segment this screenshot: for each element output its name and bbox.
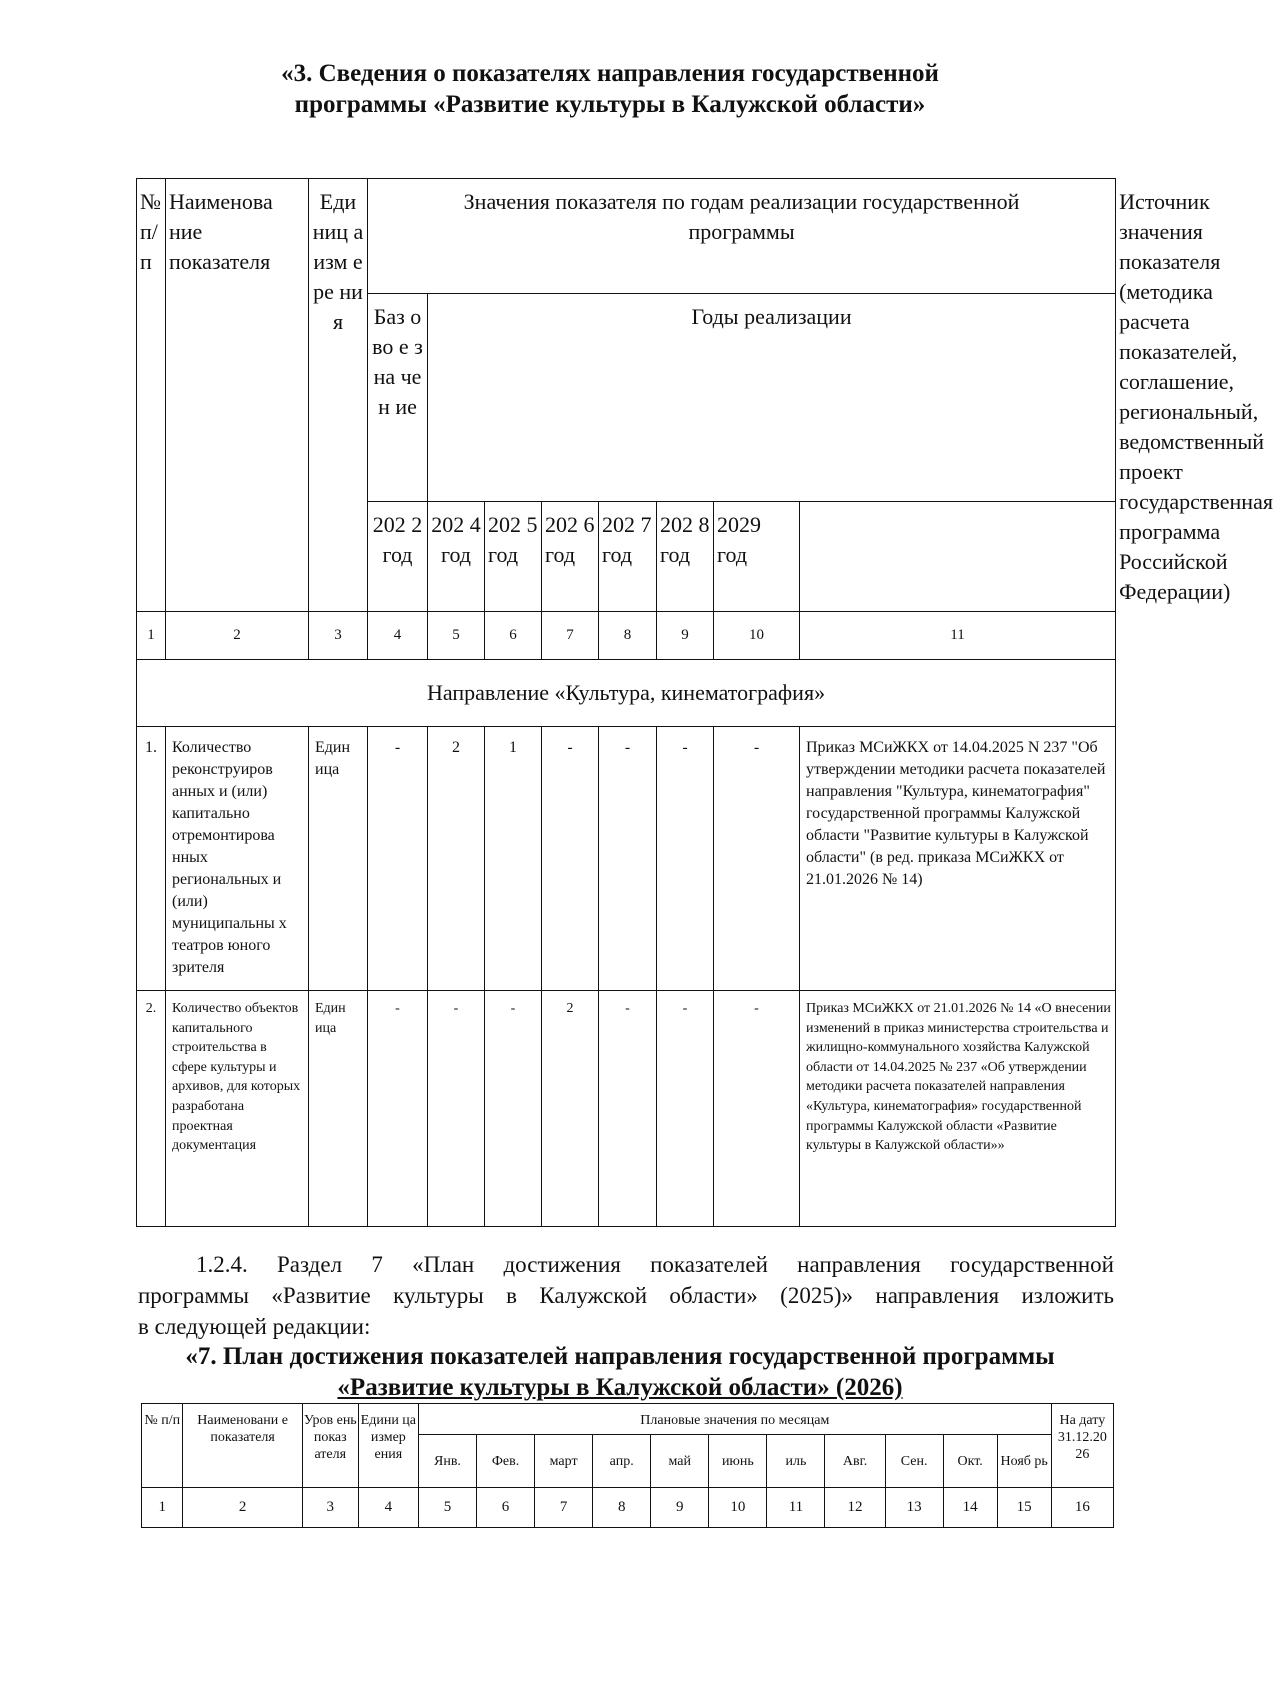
month-jun: июнь xyxy=(709,1435,767,1488)
plan-header-row-1 xyxy=(142,1404,1114,1435)
plan-header-unit: Едини ца измер ения xyxy=(358,1404,418,1488)
col-number: 3 xyxy=(302,1488,358,1528)
col-number: 10 xyxy=(714,612,800,660)
col-number: 11 xyxy=(767,1488,825,1528)
row-value-2028: - xyxy=(657,991,714,1227)
plan-header-monthly: Плановые значения по месяцам xyxy=(418,1404,1051,1435)
col-number: 9 xyxy=(657,612,714,660)
title2-line-1: «7. План достижения показателей направления государственной программы xyxy=(185,1343,1055,1370)
title2-line-2-text: «Развитие культуры в Калужской области» (2026) xyxy=(337,1374,903,1401)
month-apr: апр. xyxy=(593,1435,651,1488)
month-mar: март xyxy=(535,1435,593,1488)
col-number: 9 xyxy=(651,1488,709,1528)
direction-row xyxy=(137,660,1116,727)
column-numbers-row xyxy=(137,612,1116,660)
section-7-title xyxy=(130,1341,1110,1403)
plan-table xyxy=(141,1403,1114,1528)
section-3-title xyxy=(130,58,1090,120)
amendment-paragraph xyxy=(138,1249,1114,1342)
month-jan: Янв. xyxy=(418,1435,476,1488)
direction-label: Направление «Культура, кинематография» xyxy=(137,660,1116,727)
col-number: 3 xyxy=(309,612,368,660)
month-oct: Окт. xyxy=(943,1435,997,1488)
header-num: № п/ п xyxy=(137,179,166,612)
col-number: 6 xyxy=(485,612,542,660)
col-number: 2 xyxy=(166,612,309,660)
plan-header-num: № п/п xyxy=(142,1404,183,1488)
plan-header-level: Уров ень показ ателя xyxy=(302,1404,358,1488)
month-jul: иль xyxy=(767,1435,825,1488)
table-row xyxy=(137,991,1116,1227)
row-value-2026: - xyxy=(542,727,599,991)
plan-header-name: Наименовани е показателя xyxy=(183,1404,302,1488)
row-name: Количество объектов капитального строительства в сфере культуры и архивов, для которых разработана проектная документация xyxy=(166,991,309,1227)
row-value-2026: 2 xyxy=(542,991,599,1227)
row-value-2029: - xyxy=(714,991,800,1227)
row-unit: Един ица xyxy=(309,991,368,1227)
plan-header-date: На дату 31.12.20 26 xyxy=(1051,1404,1113,1488)
header-year-2026: 202 6 год xyxy=(542,501,599,611)
header-unit: Еди ниц а изм ере ния xyxy=(309,179,368,612)
paragraph-line-1: 1.2.4. Раздел 7 «План достижения показателей направления государственной xyxy=(196,1252,1114,1277)
paragraph-line-3: в следующей редакции: xyxy=(138,1314,371,1339)
row-value-2027: - xyxy=(599,991,657,1227)
title-line-2: программы «Развитие культуры в Калужской области» xyxy=(294,91,926,118)
header-year-2028: 202 8 год xyxy=(657,501,714,611)
col-number: 1 xyxy=(142,1488,183,1528)
col-number: 2 xyxy=(183,1488,302,1528)
row-value-2027: - xyxy=(599,727,657,991)
col-number: 14 xyxy=(943,1488,997,1528)
row-value-base: - xyxy=(368,727,428,991)
row-source: Приказ МСиЖКХ от 21.01.2026 № 14 «О внесении изменений в приказ министерства строительства и жилищно-коммунального хозяйства Калужской области от 14.04.2025 № 237 «Об утверждении методики расчета показателей направления «Культура, кинематография» государственной программы Калужской области «Развитие культуры в Калужской области»» xyxy=(800,991,1116,1227)
header-base: Баз ово е зна чен ие xyxy=(368,294,428,501)
col-number: 11 xyxy=(800,612,1116,660)
col-number: 5 xyxy=(418,1488,476,1528)
row-source: Приказ МСиЖКХ от 14.04.2025 N 237 "Об утверждении методики расчета показателей направления "Культура, кинематография" государственной программы Калужской области "Развитие культуры в Калужской области" (в ред. приказа МСиЖКХ от 21.01.2026 № 14) xyxy=(800,727,1116,991)
title-line-1: «3. Сведения о показателях направления государственной xyxy=(281,60,939,87)
col-number: 15 xyxy=(997,1488,1051,1528)
header-row-1: № п/ п Наименова ние показателя Еди ниц а изм ере ния Значения показателя по годам реализации государственной программы Источник значения показателя (методика расчета показателей, соглашение, региональный, ведомственный проект государственная программа Российской Федерации) xyxy=(137,179,1116,294)
row-name: Количество реконструиров анных и (или) капитально отремонтирова нных региональных и (или) муниципальны х театров юного зрителя xyxy=(166,727,309,991)
row-value-2024: - xyxy=(428,991,485,1227)
col-number: 4 xyxy=(358,1488,418,1528)
row-num: 1. xyxy=(137,727,166,991)
row-value-2029: - xyxy=(714,727,800,991)
indicators-table xyxy=(136,178,1273,1227)
month-nov: Нояб рь xyxy=(997,1435,1051,1488)
header-year-2024: 202 4 год xyxy=(428,501,485,611)
col-number: 8 xyxy=(599,612,657,660)
header-years-group: Годы реализации xyxy=(428,294,1116,501)
col-number: 8 xyxy=(593,1488,651,1528)
title2-line-2 xyxy=(130,1372,1110,1403)
month-may: май xyxy=(651,1435,709,1488)
row-num: 2. xyxy=(137,991,166,1227)
header-year-2029: 2029 год xyxy=(714,501,800,611)
row-value-2025: 1 xyxy=(485,727,542,991)
row-value-2024: 2 xyxy=(428,727,485,991)
month-feb: Фев. xyxy=(477,1435,535,1488)
table-row xyxy=(137,727,1116,991)
col-number: 12 xyxy=(825,1488,885,1528)
header-values: Значения показателя по годам реализации государственной программы xyxy=(368,179,1116,294)
month-sep: Сен. xyxy=(885,1435,943,1488)
col-number: 13 xyxy=(885,1488,943,1528)
row-value-2028: - xyxy=(657,727,714,991)
paragraph-line-2: программы «Развитие культуры в Калужской области» (2025)» направления изложить xyxy=(138,1283,1114,1308)
col-number: 16 xyxy=(1051,1488,1113,1528)
col-number: 7 xyxy=(535,1488,593,1528)
row-unit: Един ица xyxy=(309,727,368,991)
header-name: Наименова ние показателя xyxy=(166,179,309,612)
header-year-2022: 202 2 год xyxy=(368,501,428,611)
month-aug: Авг. xyxy=(825,1435,885,1488)
row-value-2025: - xyxy=(485,991,542,1227)
col-number: 6 xyxy=(477,1488,535,1528)
col-number: 4 xyxy=(368,612,428,660)
header-year-2027: 202 7 год xyxy=(599,501,657,611)
col-number: 5 xyxy=(428,612,485,660)
header-year-2025: 202 5 год xyxy=(485,501,542,611)
col-number: 1 xyxy=(137,612,166,660)
col-number: 10 xyxy=(709,1488,767,1528)
col-number: 7 xyxy=(542,612,599,660)
row-value-base: - xyxy=(368,991,428,1227)
plan-column-numbers-row xyxy=(142,1488,1114,1528)
